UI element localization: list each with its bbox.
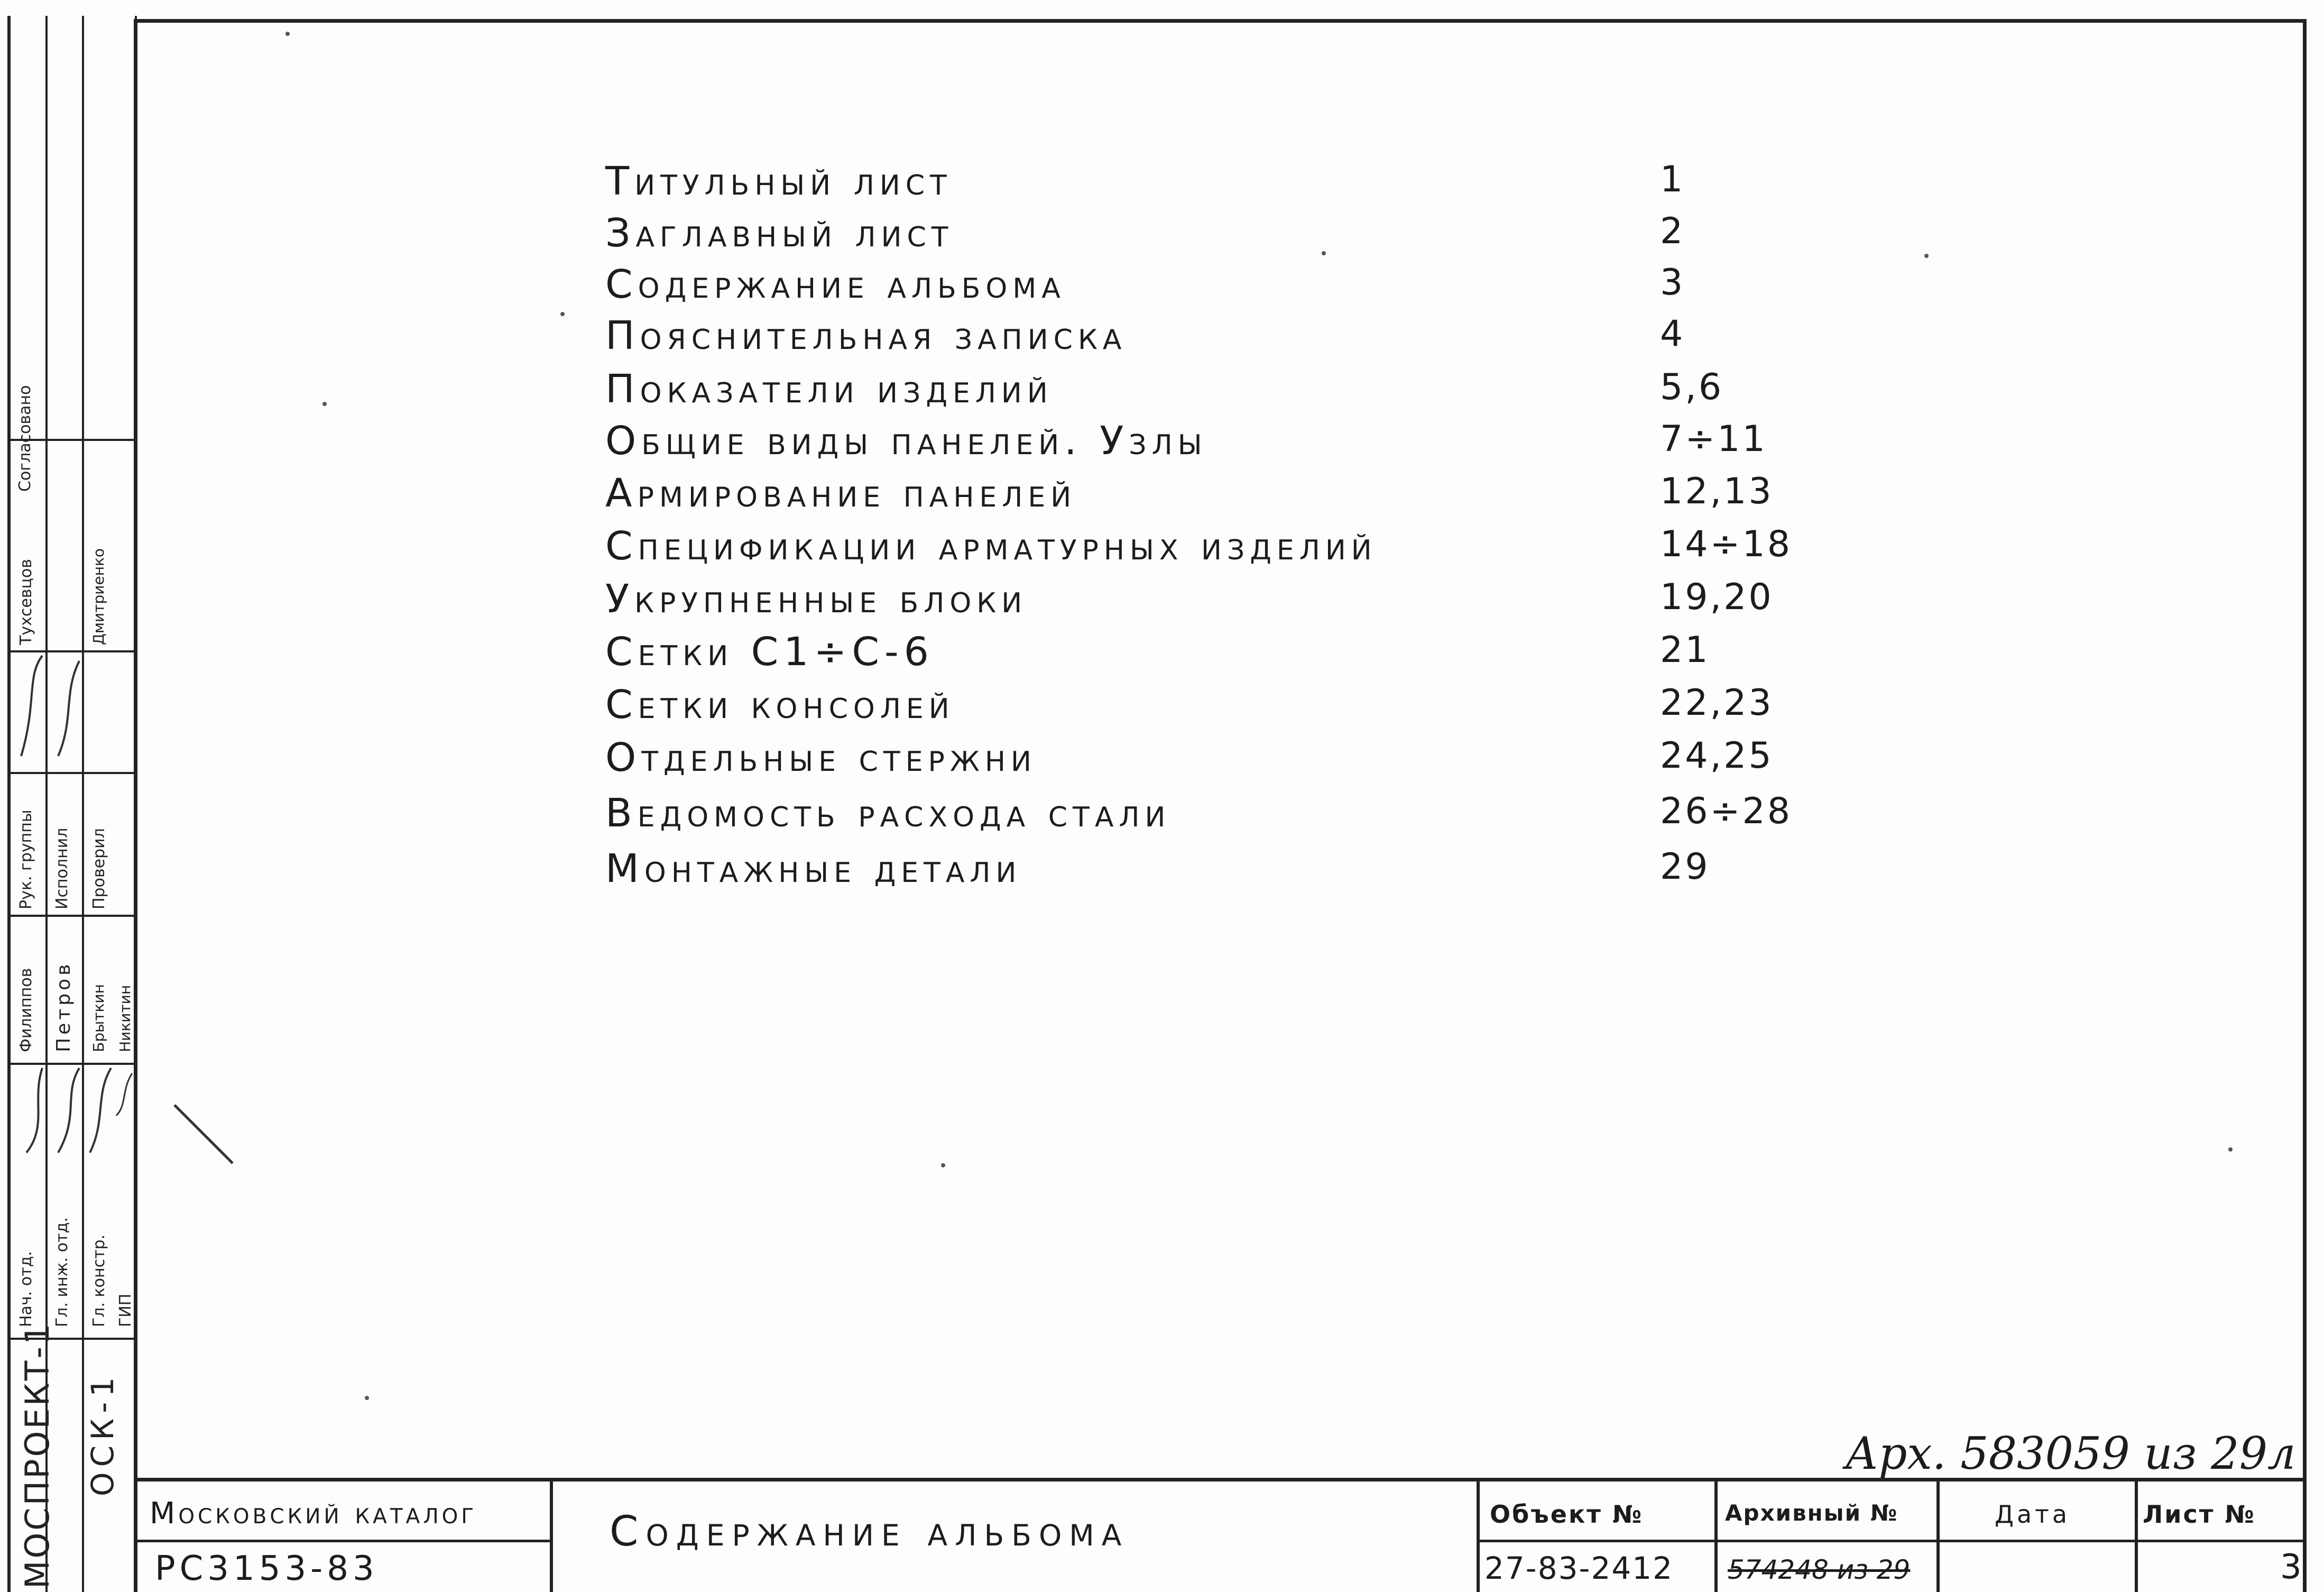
strip-role-3: Гл. констр. [90,1234,108,1327]
strip-role-2: Гл. инж. отд. [53,1217,71,1327]
scan-speck [560,312,565,316]
contents-row [605,576,1874,624]
scan-speck [285,32,290,36]
contents-item-page: 2 [1660,210,1685,252]
strip-name-3: Брыткин [90,984,107,1052]
institute-label: МОСПРОЕКТ-1 [18,1321,57,1589]
date-header: Дата [1995,1500,2071,1529]
archive-header: Архивный № [1725,1500,1898,1526]
scan-speck [365,1396,369,1400]
contents-item-name: Содержание альбома [605,262,1066,307]
sheet-title: Содержание альбома [610,1508,1129,1556]
contents-row [605,790,1874,838]
contents-item-name: Укрупненные блоки [605,576,1028,622]
contents-item-name: Пояснительная записка [605,313,1127,358]
archive-value: 574248 из 29 [1728,1554,1911,1585]
contents-item-page: 19,20 [1660,576,1774,618]
contents-row [605,735,1874,783]
strip-role2-3: Проверил [90,828,108,909]
scan-speck [2228,1147,2233,1152]
contents-item-name: Ведомость расхода стали [605,790,1171,836]
contents-row [605,846,1874,894]
strip-name2-1: Тухсевцов [17,559,35,645]
strip-name-4: Никитин [116,984,134,1052]
contents-item-name: Отдельные стержни [605,735,1037,780]
contents-item-page: 1 [1660,159,1685,200]
contents-item-name: Монтажные детали [605,846,1022,891]
strip-role2-1: Рук. группы [17,809,35,909]
scan-speck [941,1163,945,1167]
contents-item-name: Заглавный лист [605,210,954,256]
contents-item-name: Спецификации арматурных изделий [605,523,1377,569]
strip-role-4: ГИП [116,1293,135,1327]
contents-item-name: Титульный лист [605,159,952,204]
object-header: Объект № [1490,1500,1644,1529]
contents-item-page: 14÷18 [1660,523,1793,565]
contents-item-name: Общие виды панелей. Узлы [605,418,1207,464]
strip-role-1: Нач. отд. [17,1251,35,1327]
signature-marks [11,16,137,1592]
scan-speck [322,402,327,406]
contents-row [605,629,1874,677]
scan-speck [1924,254,1929,258]
strip-name-1: Филиппов [17,968,35,1052]
strip-name-2: Петров [53,961,75,1052]
approval-strip [7,16,134,1592]
contents-item-name: Армирование панелей [605,471,1077,516]
strip-name2-2: Дмитриенко [90,548,107,645]
contents-row [605,262,1874,309]
contents-row [605,418,1874,466]
contents-item-page: 7÷11 [1660,418,1767,460]
contents-item-name: Показатели изделий [605,366,1053,412]
pen-stroke [169,1100,254,1174]
contents-item-page: 5,6 [1660,366,1724,408]
contents-row [605,210,1874,258]
contents-item-page: 24,25 [1660,735,1774,777]
contents-item-name: Сетки консолей [605,682,955,728]
contents-item-page: 29 [1660,846,1710,888]
sheet-value: 3 [2280,1548,2302,1587]
contents-item-page: 12,13 [1660,471,1774,512]
code-label: РС3153-83 [155,1549,379,1588]
contents-row [605,159,1874,206]
contents-row [605,366,1874,414]
contents-item-page: 26÷28 [1660,790,1793,832]
contents-row [605,523,1874,571]
contents-item-page: 4 [1660,313,1685,355]
title-block [134,1478,2307,1592]
contents-row [605,471,1874,518]
sheet-header: Лист № [2143,1500,2256,1529]
scan-speck [1322,251,1326,255]
archive-note: Арх. 583059 из 29л [1845,1428,2296,1479]
strip-role2-2: Исполнил [53,827,71,909]
org-label: Московский каталог [150,1496,477,1531]
contents-item-page: 21 [1660,629,1710,671]
contents-item-page: 3 [1660,262,1685,303]
contents-row [605,682,1874,730]
contents-item-name: Сетки С1÷С-6 [605,629,934,675]
department-label: ОСК-1 [85,1372,121,1496]
contents-item-page: 22,23 [1660,682,1774,724]
contents-row [605,313,1874,361]
object-value: 27-83-2412 [1484,1550,1674,1586]
agreed-label: Согласовано [16,385,34,492]
